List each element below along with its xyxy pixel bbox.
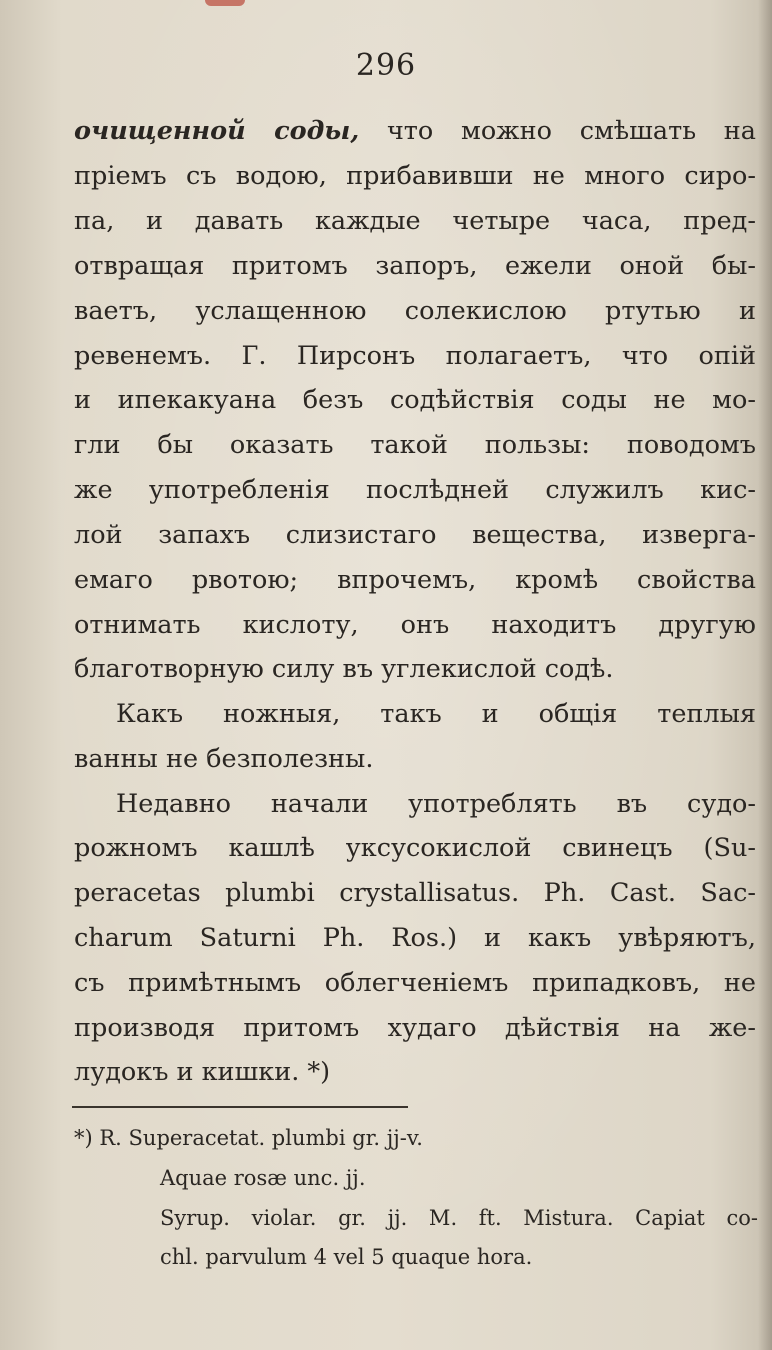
- text-fragment: что можно смѣшать на: [359, 116, 756, 146]
- footnote-rule: [72, 1106, 408, 1108]
- text-line: Какъ ножныя, такъ и общія теплыя: [116, 699, 756, 729]
- text-line: и ипекакуана безъ содѣйствія соды не мо-: [74, 385, 756, 415]
- text-line: ваетъ, услащенною солекислою ртутью и: [74, 296, 756, 326]
- text-line: па, и давать каждые четыре часа, пред-: [74, 206, 756, 236]
- text-line: же употребленія послѣдней служилъ кис-: [74, 475, 756, 505]
- text-line: charum Saturni Ph. Ros.) и какъ увѣряютъ,: [74, 923, 756, 953]
- footnote-line: chl. parvulum 4 vel 5 quaque hora.: [160, 1245, 533, 1269]
- text-line: благотворную силу въ углекислой содѣ.: [74, 654, 614, 684]
- text-line: съ примѣтнымъ облегченіемъ припадковъ, не: [74, 968, 756, 998]
- text-line: производя притомъ худаго дѣйствія на же-: [74, 1013, 756, 1043]
- text-line: гли бы оказать такой пользы: поводомъ: [74, 430, 756, 460]
- footnote-line: Syrup. violar. gr. jj. M. ft. Mistura. Capiat co-: [160, 1206, 758, 1230]
- text-line: peracetas plumbi crystallisatus. Ph. Cast. Sac-: [74, 878, 756, 908]
- text-line: Недавно начали употреблять въ судо-: [116, 789, 756, 819]
- text-line: пріемъ съ водою, прибавивши не много сиро-: [74, 161, 756, 191]
- italic-phrase: очищенной соды,: [74, 116, 360, 146]
- text-line: лой запахъ слизистаго вещества, изверга-: [74, 520, 756, 550]
- text-line: ревенемъ. Г. Пирсонъ полагаетъ, что опій: [74, 341, 756, 371]
- text-line: емаго рвотою; впрочемъ, кромѣ свойства: [74, 565, 756, 595]
- text-line: рожномъ кашлѣ уксусокислой свинецъ (Su-: [74, 833, 756, 863]
- text-line: отвращая притомъ запоръ, ежели оной бы-: [74, 251, 756, 281]
- text-line: ванны не безполезны.: [74, 744, 374, 774]
- text-line: лудокъ и кишки. *): [74, 1057, 331, 1087]
- text-line: [74, 111, 756, 151]
- footnote-line: *) R. Superacetat. plumbi gr. jj-v.: [74, 1126, 423, 1150]
- footnote-line: Aquae rosæ unc. jj.: [160, 1166, 366, 1190]
- page-stain: [205, 0, 245, 6]
- page-edge-shadow: [758, 0, 772, 1350]
- text-line: отнимать кислоту, онъ находитъ другую: [74, 610, 756, 640]
- page-number: 296: [355, 48, 417, 83]
